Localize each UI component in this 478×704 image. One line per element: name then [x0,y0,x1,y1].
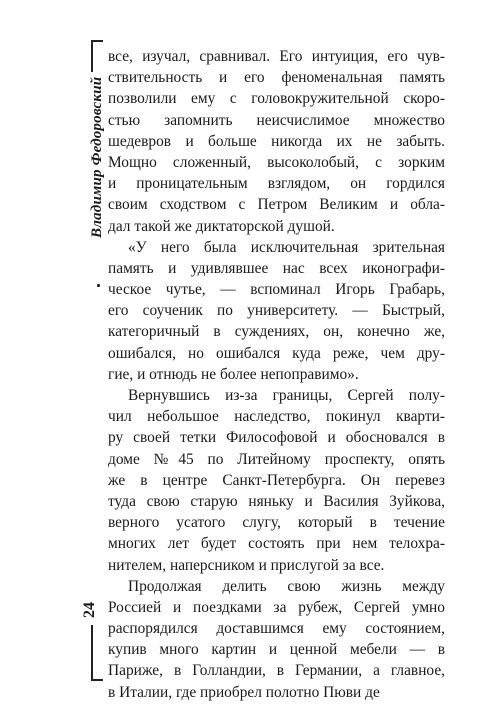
paragraph [108,237,445,385]
text-line: Париже, в Голландии, в Германии, а главное, [108,662,445,680]
text-line: шедевров и больше никогда их не забыть. [108,132,445,150]
text-line: нителем, наперсником и прислугой за все. [108,556,385,574]
text-line: стью запомнить неисчислимое множество [108,111,445,129]
text-line: гие, и отнюдь не более непоправимо». [108,365,359,383]
text-line: распорядился доставшимся ему состоянием, [108,620,445,638]
text-line: память и удивлявшее нас всех иконографи- [108,259,445,277]
text-line: своим сходством с Петром Великим и обла- [108,196,445,214]
text-line: Продолжая делить свою жизнь между [128,577,445,595]
text-line: категоричный в суждениях, он, конечно же, [108,323,445,341]
paragraph [108,576,445,703]
text-line: «У него была исключительная зрительная [128,238,445,256]
running-head-dot [97,284,100,287]
footer-rule-tick [91,679,103,681]
text-line: Россией и поездками за рубеж, Сергей умно [108,598,445,616]
text-line: ру своей тетки Философовой и обосновался в [108,429,445,447]
body-text [108,46,445,703]
text-line: Вернувшись из-за границы, Сергей полу- [128,387,445,404]
header-rule [91,40,93,72]
header-rule-tick [91,40,103,42]
text-line: и проницательным взглядом, он гордился [108,175,445,193]
text-line: дал такой же диктаторской душой. [108,217,335,235]
text-line: ствительность и его феноменальная память [108,69,445,87]
text-line: его соученик по университету. — Быстрый, [108,302,445,320]
text-line: чил небольшое наследство, покинул кварти- [108,408,445,426]
text-line: верного усатого слугу, который в течение [108,514,445,532]
text-line: же в центре Санкт-Петербурга. Он перевез [108,471,445,489]
footer-rule [91,625,93,680]
text-line: позволили ему с головокружительной скоро- [108,90,445,108]
text-line: ческое чутье, — вспоминал Игорь Грабарь, [108,281,445,299]
text-line: все, изучал, сравнивал. Его интуиция, его чув- [108,48,445,65]
paragraph [108,46,445,237]
running-head-author: Владимир Федоровский [89,76,105,238]
text-line: купив много картин и ценной мебели — в [108,641,445,659]
text-line: туда свою старую няньку и Василия Зуйкова, [108,492,445,510]
text-line: многих лет будет состоять при нем телохра- [108,535,445,553]
text-line: Мощно сложенный, высоколобый, с зорким [108,153,445,171]
paragraph [108,385,445,576]
text-line: доме №45 по Литейному проспекту, опять [108,450,445,468]
page-number: 24 [81,602,98,618]
text-line: ошибался, но ошибался куда реже, чем дру- [108,344,445,362]
text-line: в Италии, где приобрел полотно Пюви де [108,683,380,701]
